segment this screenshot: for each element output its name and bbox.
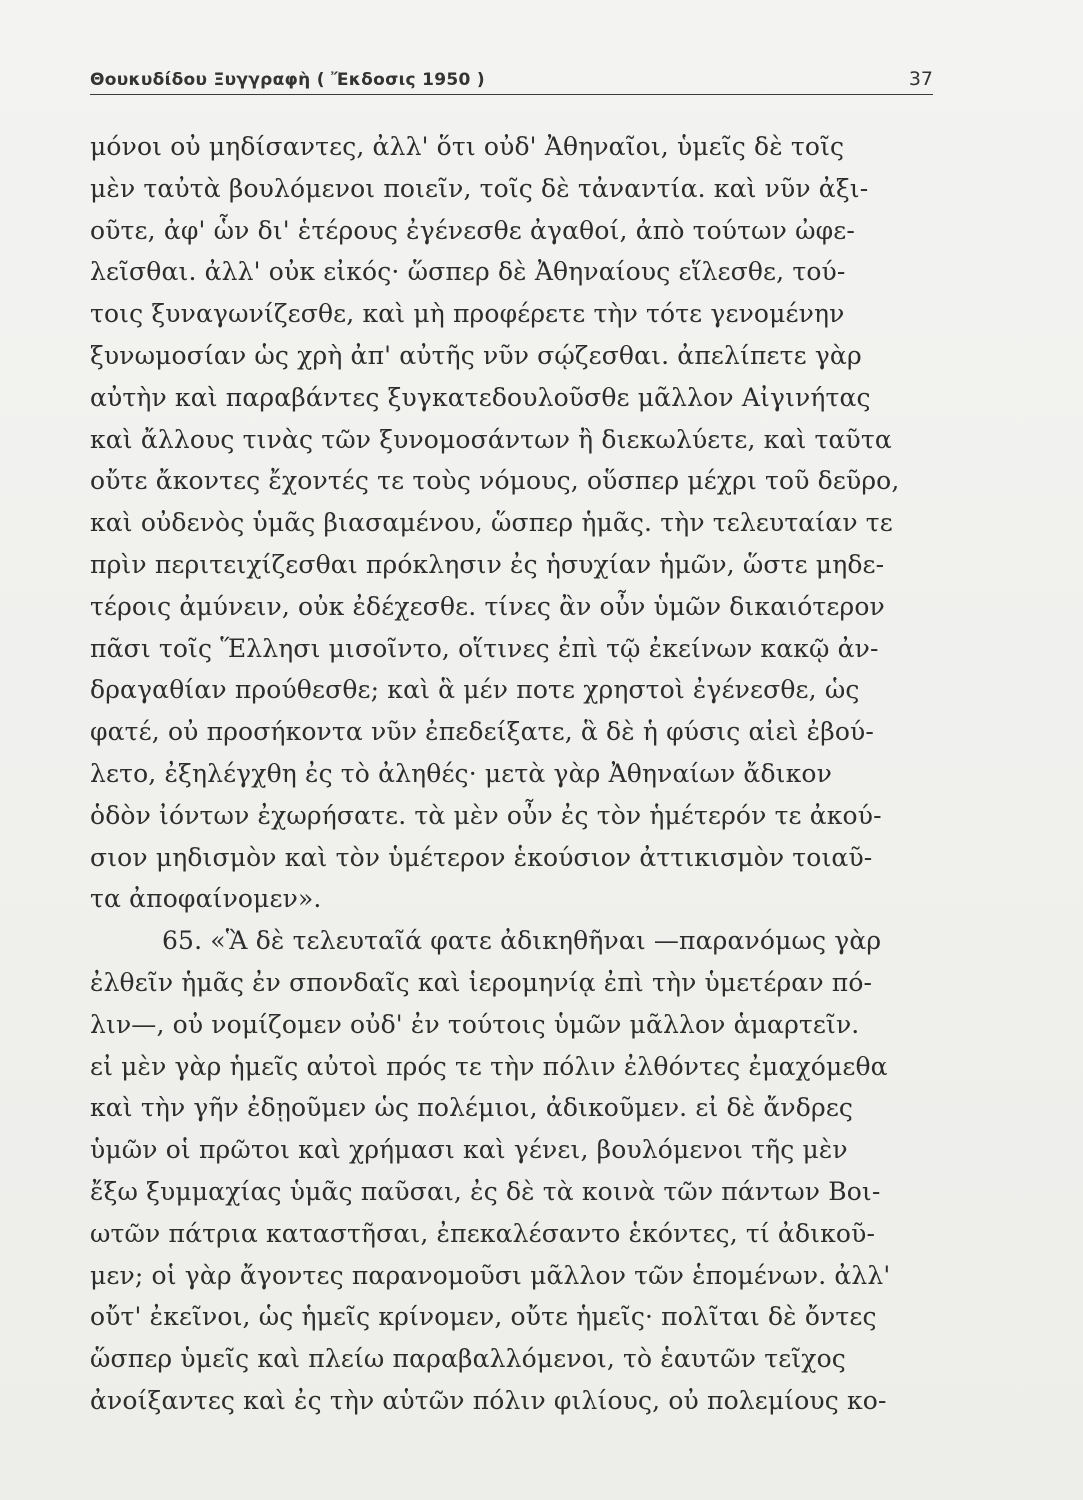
text-line: τέροις ἀμύνειν, οὐκ ἐδέχεσθε. τίνες ἂν οὖν ὑμῶν δικαιότερον (90, 591, 885, 621)
text-line: λετο, ἐξηλέγχθη ἐς τὸ ἀληθές· μετὰ γὰρ Ἀθηναίων ἄδικον (90, 758, 832, 788)
section-start-line: 65. «Ἃ δὲ τελευταῖά φατε ἀδικηθῆναι —παρανόμως γὰρ (162, 926, 882, 956)
text-line: πᾶσι τοῖς Ἕλλησι μισοῖντο, οἵτινες ἐπὶ τῷ ἐκείνων κακῷ ἀν- (90, 633, 879, 663)
text-line: οῦτε, ἀφ' ὧν δι' ἑτέρους ἐγένεσθε ἀγαθοί, ἀπὸ τούτων ὠφε- (90, 215, 855, 245)
text-line: εἰ μὲν γὰρ ἡμεῖς αὐτοὶ πρός τε τὴν πόλιν ἐλθόντες ἐμαχόμεθα (90, 1051, 888, 1081)
text-line: πρὶν περιτειχίζεσθαι πρόκλησιν ἐς ἡσυχίαν ἡμῶν, ὥστε μηδε- (90, 549, 885, 579)
text-line: καὶ οὐδενὸς ὑμᾶς βιασαμένου, ὥσπερ ἡμᾶς. τὴν τελευταίαν τε (90, 508, 893, 538)
text-line: ωτῶν πάτρια καταστῆσαι, ἐπεκαλέσαντο ἑκόντες, τί ἀδικοῦ- (90, 1218, 876, 1248)
text-line: οὔτ' ἐκεῖνοι, ὡς ἡμεῖς κρίνομεν, οὔτε ἡμεῖς· πολῖται δὲ ὄντες (90, 1302, 877, 1332)
text-line: φατέ, οὐ προσήκοντα νῦν ἐπεδείξατε, ἃ δὲ ἡ φύσις αἰεὶ ἐβού- (90, 717, 874, 747)
text-line: αὐτὴν καὶ παραβάντες ξυγκατεδουλοῦσθε μᾶλλον Αἰγινήτας (90, 382, 871, 412)
text-line: οὔτε ἄκοντες ἔχοντές τε τοὺς νόμους, οὕσπερ μέχρι τοῦ δεῦρο, (90, 466, 900, 496)
text-line: καὶ ἄλλους τινὰς τῶν ξυνομοσάντων ἢ διεκωλύετε, καὶ ταῦτα (90, 424, 892, 454)
text-line: καὶ τὴν γῆν ἐδῃοῦμεν ὡς πολέμιοι, ἀδικοῦμεν. εἰ δὲ ἄνδρες (90, 1093, 854, 1123)
text-line: τοις ξυναγωνίζεσθε, καὶ μὴ προφέρετε τὴν τότε γενομένην (90, 299, 845, 329)
text-line: ὥσπερ ὑμεῖς καὶ πλείω παραβαλλόμενοι, τὸ ἑαυτῶν τεῖχος (90, 1344, 846, 1374)
text-line: ὑμῶν οἱ πρῶτοι καὶ χρήμασι καὶ γένει, βουλόμενοι τῆς μὲν (90, 1135, 848, 1165)
page-number: 37 (908, 68, 933, 90)
text-line: ἔξω ξυμμαχίας ὑμᾶς παῦσαι, ἐς δὲ τὰ κοινὰ τῶν πάντων Βοι- (90, 1176, 881, 1206)
text-line: μὲν ταὐτὰ βουλόμενοι ποιεῖν, τοῖς δὲ τἀναντία. καὶ νῦν ἀξι- (90, 173, 869, 203)
header-title: Θουκυδίδου Ξυγγραφὴ ( Ἔκδοσις 1950 ) (90, 70, 485, 90)
running-header (90, 58, 933, 95)
text-line: τα ἀποφαίνομεν». (90, 884, 322, 914)
text-line: μεν; οἱ γὰρ ἄγοντες παρανομοῦσι μᾶλλον τῶν ἑπομένων. ἀλλ' (90, 1260, 891, 1290)
text-line: σιον μηδισμὸν καὶ τὸν ὑμέτερον ἑκούσιον ἀττικισμὸν τοιαῦ- (90, 842, 873, 872)
text-line: λιν—, οὐ νομίζομεν οὐδ' ἐν τούτοις ὑμῶν μᾶλλον ἁμαρτεῖν. (90, 1009, 860, 1039)
text-line: ἐλθεῖν ἡμᾶς ἐν σπονδαῖς καὶ ἱερομηνίᾳ ἐπὶ τὴν ὑμετέραν πό- (90, 967, 873, 997)
text-line: μόνοι οὐ μηδίσαντες, ἀλλ' ὅτι οὐδ' Ἀθηναῖοι, ὑμεῖς δὲ τοῖς (90, 132, 845, 161)
body-text (90, 126, 955, 1422)
text-line: ἀνοίξαντες καὶ ἐς τὴν αὑτῶν πόλιν φιλίους, οὐ πολεμίους κο- (90, 1385, 887, 1415)
text-line: ὁδὸν ἰόντων ἐχωρήσατε. τὰ μὲν οὖν ἐς τὸν ἡμέτερόν τε ἀκού- (90, 800, 882, 830)
text-line: ξυνωμοσίαν ὡς χρὴ ἀπ' αὐτῆς νῦν σῴζεσθαι. ἀπελίπετε γὰρ (90, 340, 862, 370)
text-line: λεῖσθαι. ἀλλ' οὐκ εἰκός· ὥσπερ δὲ Ἀθηναίους εἵλεσθε, τού- (90, 257, 846, 287)
text-line: δραγαθίαν προύθεσθε; καὶ ἃ μέν ποτε χρηστοὶ ἐγένεσθε, ὡς (90, 675, 860, 705)
